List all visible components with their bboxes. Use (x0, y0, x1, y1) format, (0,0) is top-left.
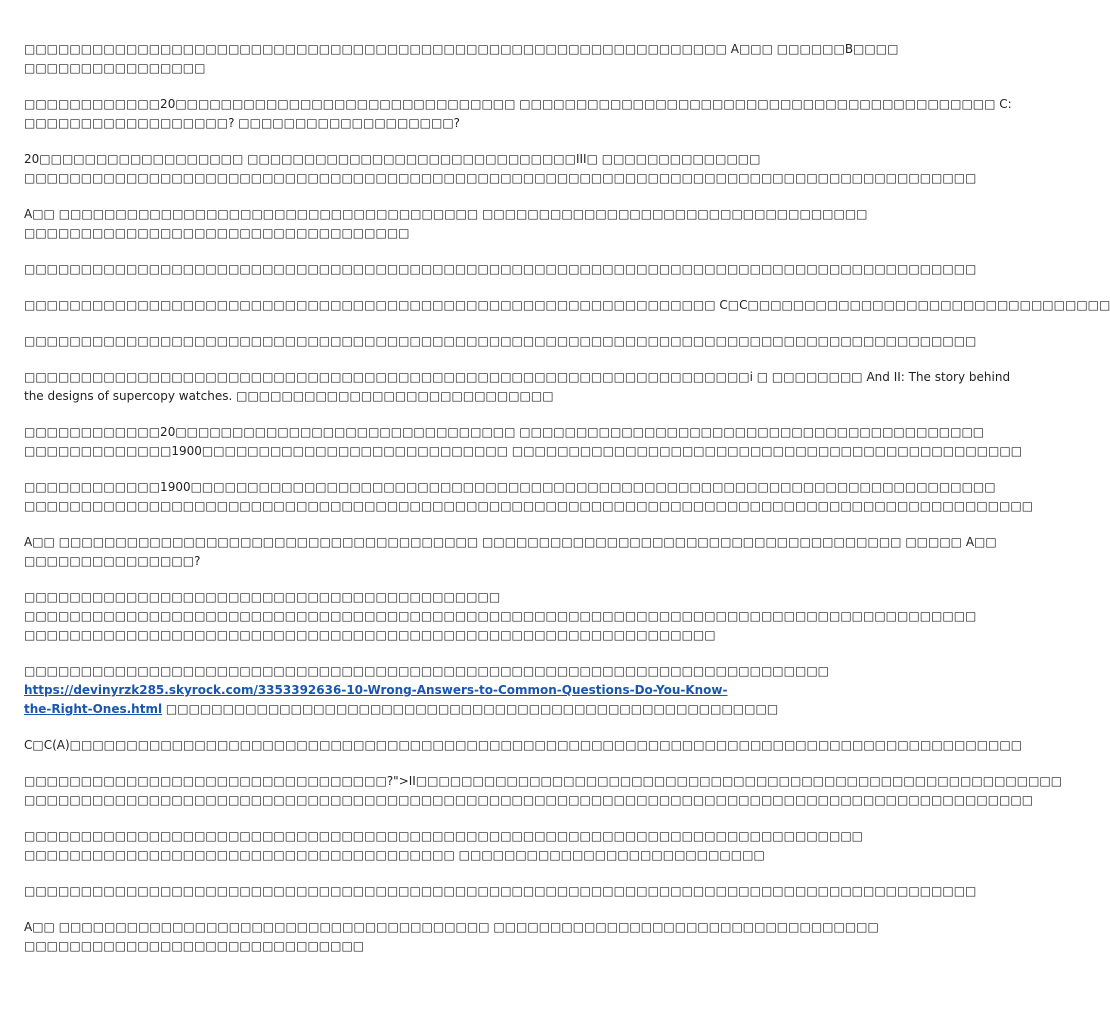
link-text-line-2[interactable]: the-Right-Ones.html (24, 702, 163, 716)
paragraph: □□□□□□□□□□□□1900□□□□□□□□□□□□□□□□□□□□□□□□□□□□□□□□□□□□□□□□□□□□□□□□□□□□□□□□□□□□□□□□□□□□□□□ □□□□□□□□□□□□□□□□□□□□□□□□□□□□□□□□□□□□□□□□□□□□□□□□□□□□□□□□□□□□□□□□□□□□□□□□□□□□□□□□□□□□□□□□□ (24, 480, 1034, 513)
paragraph-text: □□□□□□□□□□□□□□□□□□□□□□□□□□□□□□□□□□□□□□□□□□□□□□□□□□□□□□□□□□□□□□□□□□□□□□□ (24, 664, 829, 678)
link-text-line-1[interactable]: https://devinyrzk285.skyrock.com/3353392636-10-Wrong-Answers-to-Common-Questions-Do-You-Know- (24, 683, 728, 697)
paragraph: C□C(A)□□□□□□□□□□□□□□□□□□□□□□□□□□□□□□□□□□□□□□□□□□□□□□□□□□□□□□□□□□□□□□□□□□□□□□□□□□□□□□□□□□□□ (24, 738, 1023, 752)
paragraph: □□□□□□□□□□□□20□□□□□□□□□□□□□□□□□□□□□□□□□□□□□□ □□□□□□□□□□□□□□□□□□□□□□□□□□□□□□□□□□□□□□□□□□ C: □□□□□□□□□□□□□□□□□□? □□□□□□□□□□□□□□□□□□□? (24, 97, 1012, 130)
paragraph: □□□□□□□□□□□□□□□□□□□□□□□□□□□□□□□□□□□□□□□□□□□□□□□□□□□□□□□□□□□□□ C□C□□□□□□□□□□□□□□□□□□□□□□□□□□□□□□□□ (24, 298, 1110, 312)
paragraph: A□□ □□□□□□□□□□□□□□□□□□□□□□□□□□□□□□□□□□□□□□ □□□□□□□□□□□□□□□□□□□□□□□□□□□□□□□□□□ □□□□□□□□□□□□□□□□□□□□□□□□□□□□□□ (24, 920, 879, 953)
paragraph: □□□□□□□□□□□□□□□□□□□□□□□□□□□□□□□□□□□□□□□□□□□□□□□□□□□□□□□□□□□□□□□□□□□□□□□□□□□□□□□□□□□□ (24, 884, 977, 898)
paragraph: □□□□□□□□□□□□□□□□□□□□□□□□□□□□□□□□□□□□□□□□□□□□□□□□□□□□□□□□□□□□□□ A□□□ □□□□□□B□□□□ □□□□□□□□□□□□□□□□ (24, 42, 899, 75)
paragraph: □□□□□□□□□□□□□□□□□□□□□□□□□□□□□□□□□□□□□□□□□□□□□□□□□□□□□□□□□□□□□□□□□□□□□□□□□□ □□□□□□□□□□□□□□□□□□□□□□□□□□□□□□□□□□□□□□ □□□□□□□□□□□□□□□□□□□□□□□□□□□ (24, 829, 864, 862)
paragraph: □□□□□□□□□□□□□□□□□□□□□□□□□□□□□□□□?">II□□□□□□□□□□□□□□□□□□□□□□□□□□□□□□□□□□□□□□□□□□□□□□□□□□□□□□□□□ □□□□□□□□□□□□□□□□□□□□□□□□□□□□□□□□□□□□□□□□□□□□□□□□□□□□□□□□□□□□□□□□□□□□□□□□□□□□□□□□□□□□□□□□□ (24, 774, 1063, 807)
paragraph: A□□ □□□□□□□□□□□□□□□□□□□□□□□□□□□□□□□□□□□□□ □□□□□□□□□□□□□□□□□□□□□□□□□□□□□□□□□□ □□□□□□□□□□□□□□□□□□□□□□□□□□□□□□□□□□ (24, 207, 868, 240)
paragraph: 20□□□□□□□□□□□□□□□□□□ □□□□□□□□□□□□□□□□□□□□□□□□□□□□□III□ □□□□□□□□□□□□□□ □□□□□□□□□□□□□□□□□□□□□□□□□□□□□□□□□□□□□□□□□□□□□□□□□□□□□□□□□□□□□□□□□□□□□□□□□□□□□□□□□□□□ (24, 152, 977, 185)
document-body (24, 40, 1110, 973)
paragraph-text-after-link: □□□□□□□□□□□□□□□□□□□□□□□□□□□□□□□□□□□□□□□□□□□□□□□□□□□□□□ (162, 702, 779, 716)
paragraph: □□□□□□□□□□□□□□□□□□□□□□□□□□□□□□□□□□□□□□□□□□□□□□□□□□□□□□□□□□□□□□□□□□□□□□□□□□□□□□□□□□□□ (24, 334, 977, 348)
paragraph: □□□□□□□□□□□□□□□□□□□□□□□□□□□□□□□□□□□□□□□□□□ □□□□□□□□□□□□□□□□□□□□□□□□□□□□□□□□□□□□□□□□□□□□□□□□□□□□□□□□□□□□□□□□□□□□□□□□□□□□□□□□□□□□ □□□□□□□□□□□□□□□□□□□□□□□□□□□□□□□□□□□□□□□□□□□□□□□□□□□□□□□□□□□□□ (24, 590, 977, 642)
paragraph: □□□□□□□□□□□□20□□□□□□□□□□□□□□□□□□□□□□□□□□□□□□ □□□□□□□□□□□□□□□□□□□□□□□□□□□□□□□□□□□□□□□□□ □□□□□□□□□□□□□1900□□□□□□□□□□□□□□□□□□□□□□□□□□□ □□□□□□□□□□□□□□□□□□□□□□□□□□□□□□□□□□□□□□□□□□□□□ (24, 425, 1023, 458)
paragraph: □□□□□□□□□□□□□□□□□□□□□□□□□□□□□□□□□□□□□□□□□□□□□□□□□□□□□□□□□□□□□□□□□□□□□□□□□□□□□□□□□□□□ (24, 262, 977, 276)
paragraph: □□□□□□□□□□□□□□□□□□□□□□□□□□□□□□□□□□□□□□□□□□□□□□□□□□□□□□□□□□□□□□□□i □ □□□□□□□□ And II: The story behind the designs of supercopy watches. □□□□□□□□□□□□□□□□□□□□□□□□□□□□ (24, 370, 1011, 403)
paragraph: A□□ □□□□□□□□□□□□□□□□□□□□□□□□□□□□□□□□□□□□□ □□□□□□□□□□□□□□□□□□□□□□□□□□□□□□□□□□□□□ □□□□□ A□□ □□□□□□□□□□□□□□□? (24, 535, 997, 568)
paragraph-with-link (24, 662, 829, 719)
